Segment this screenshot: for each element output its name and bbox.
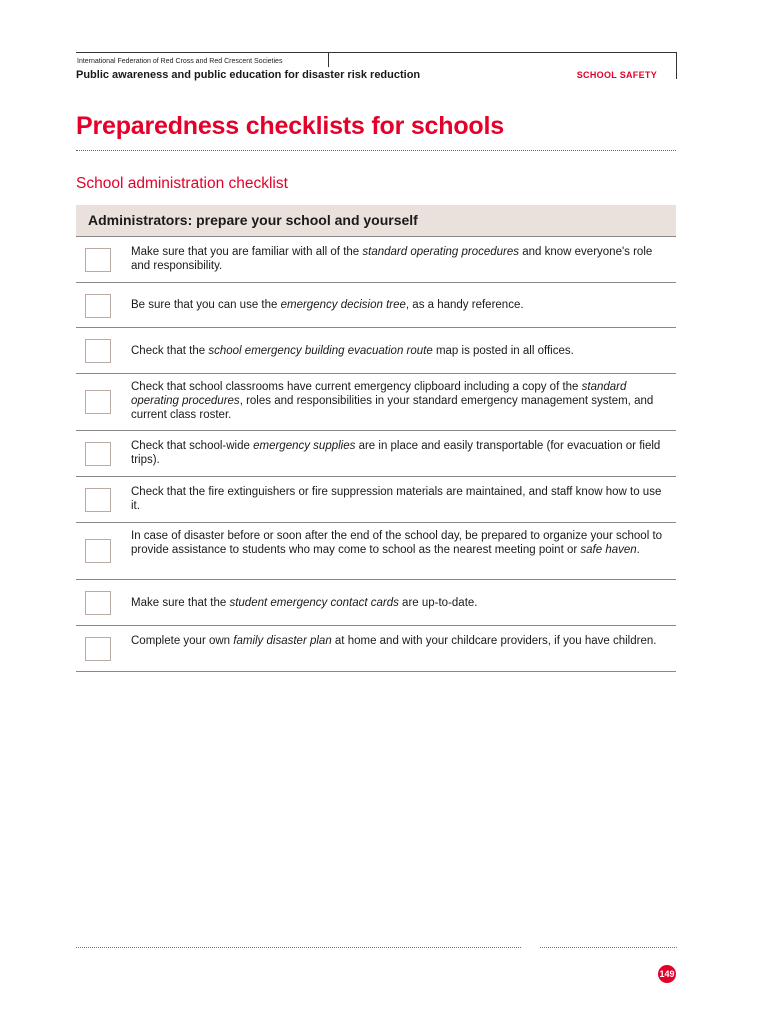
- text-fragment: .: [636, 544, 640, 556]
- checklist-item: [76, 237, 676, 283]
- text-fragment: are in place and easily transportable (for evacuation or field trips).: [131, 440, 661, 466]
- checkbox[interactable]: [85, 248, 111, 272]
- page-header: [76, 52, 677, 80]
- checklist-item: [76, 431, 676, 477]
- section-label: SCHOOL SAFETY: [576, 70, 657, 80]
- text-fragment: Check that school classrooms have current emergency clipboard including a copy of the: [131, 381, 582, 393]
- text-fragment: Make sure that the: [131, 597, 230, 609]
- page-title: Preparedness checklists for schools: [76, 112, 504, 140]
- checklist-item: [76, 328, 676, 374]
- emphasized-term: emergency decision tree: [280, 299, 406, 311]
- checklist-item-text: [131, 634, 670, 648]
- emphasized-term: school emergency building evacuation route: [208, 345, 433, 357]
- checklist-heading: Administrators: prepare your school and yourself: [76, 205, 676, 237]
- text-fragment: Make sure that you are familiar with all of the: [131, 246, 363, 258]
- text-fragment: are up-to-date.: [398, 597, 478, 609]
- text-fragment: , roles and responsibilities in your standard emergency management system, and current class roster.: [131, 395, 654, 421]
- checklist-item: [76, 626, 676, 672]
- checklist-item-text: [131, 439, 670, 467]
- emphasized-term: family disaster plan: [233, 635, 332, 647]
- checklist-item: [76, 580, 676, 626]
- text-fragment: Be sure that you can use the: [131, 299, 281, 311]
- text-fragment: and know everyone's role and responsibility.: [131, 246, 653, 272]
- checkbox[interactable]: [85, 539, 111, 563]
- emphasized-term: standard operating procedures: [362, 246, 520, 258]
- footer-divider-right: [540, 947, 677, 948]
- organization-name: International Federation of Red Cross and Red Crescent Societies: [77, 58, 283, 65]
- text-fragment: Check that the fire extinguishers or fire suppression materials are maintained, and staff know how to use it.: [131, 486, 662, 512]
- page-number-badge: 149: [658, 965, 676, 983]
- checkbox[interactable]: [85, 294, 111, 318]
- checkbox[interactable]: [85, 488, 111, 512]
- emphasized-term: standard operating procedures: [131, 381, 627, 407]
- text-fragment: , as a handy reference.: [405, 299, 524, 311]
- checklist-subtitle: School administration checklist: [76, 175, 288, 192]
- text-fragment: Complete your own: [131, 635, 234, 647]
- document-title: Public awareness and public education for disaster risk reduction: [76, 69, 421, 81]
- title-divider: [76, 150, 676, 151]
- checklist-item: [76, 374, 676, 431]
- checklist-item: [76, 283, 676, 328]
- text-fragment: Check that school-wide: [131, 440, 254, 452]
- text-fragment: Check that the: [131, 345, 209, 357]
- checklist-item: [76, 523, 676, 580]
- emphasized-term: emergency supplies: [253, 440, 356, 452]
- checklist-item-text: [131, 485, 670, 513]
- checklist-item-text: [131, 596, 670, 610]
- checklist-table: [76, 205, 676, 672]
- section-box: [329, 52, 677, 79]
- text-fragment: map is posted in all offices.: [432, 345, 574, 357]
- checklist-item-text: [131, 298, 670, 312]
- emphasized-term: student emergency contact cards: [229, 597, 399, 609]
- footer-divider-left: [76, 947, 521, 948]
- checklist-item-text: [131, 344, 670, 358]
- checklist-item-text: [131, 245, 670, 273]
- text-fragment: at home and with your childcare providers, if you have children.: [331, 635, 657, 647]
- emphasized-term: safe haven: [580, 544, 637, 556]
- checkbox[interactable]: [85, 591, 111, 615]
- checklist-item-text: [131, 529, 670, 557]
- organization-box: [76, 52, 329, 67]
- checklist-item: [76, 477, 676, 523]
- checkbox[interactable]: [85, 390, 111, 414]
- checkbox[interactable]: [85, 637, 111, 661]
- checkbox[interactable]: [85, 339, 111, 363]
- text-fragment: In case of disaster before or soon after the end of the school day, be prepared to organize your school to provide assistance to students who may come to school as the nearest meeting point or: [131, 530, 663, 556]
- checkbox[interactable]: [85, 442, 111, 466]
- checklist-item-text: [131, 380, 670, 422]
